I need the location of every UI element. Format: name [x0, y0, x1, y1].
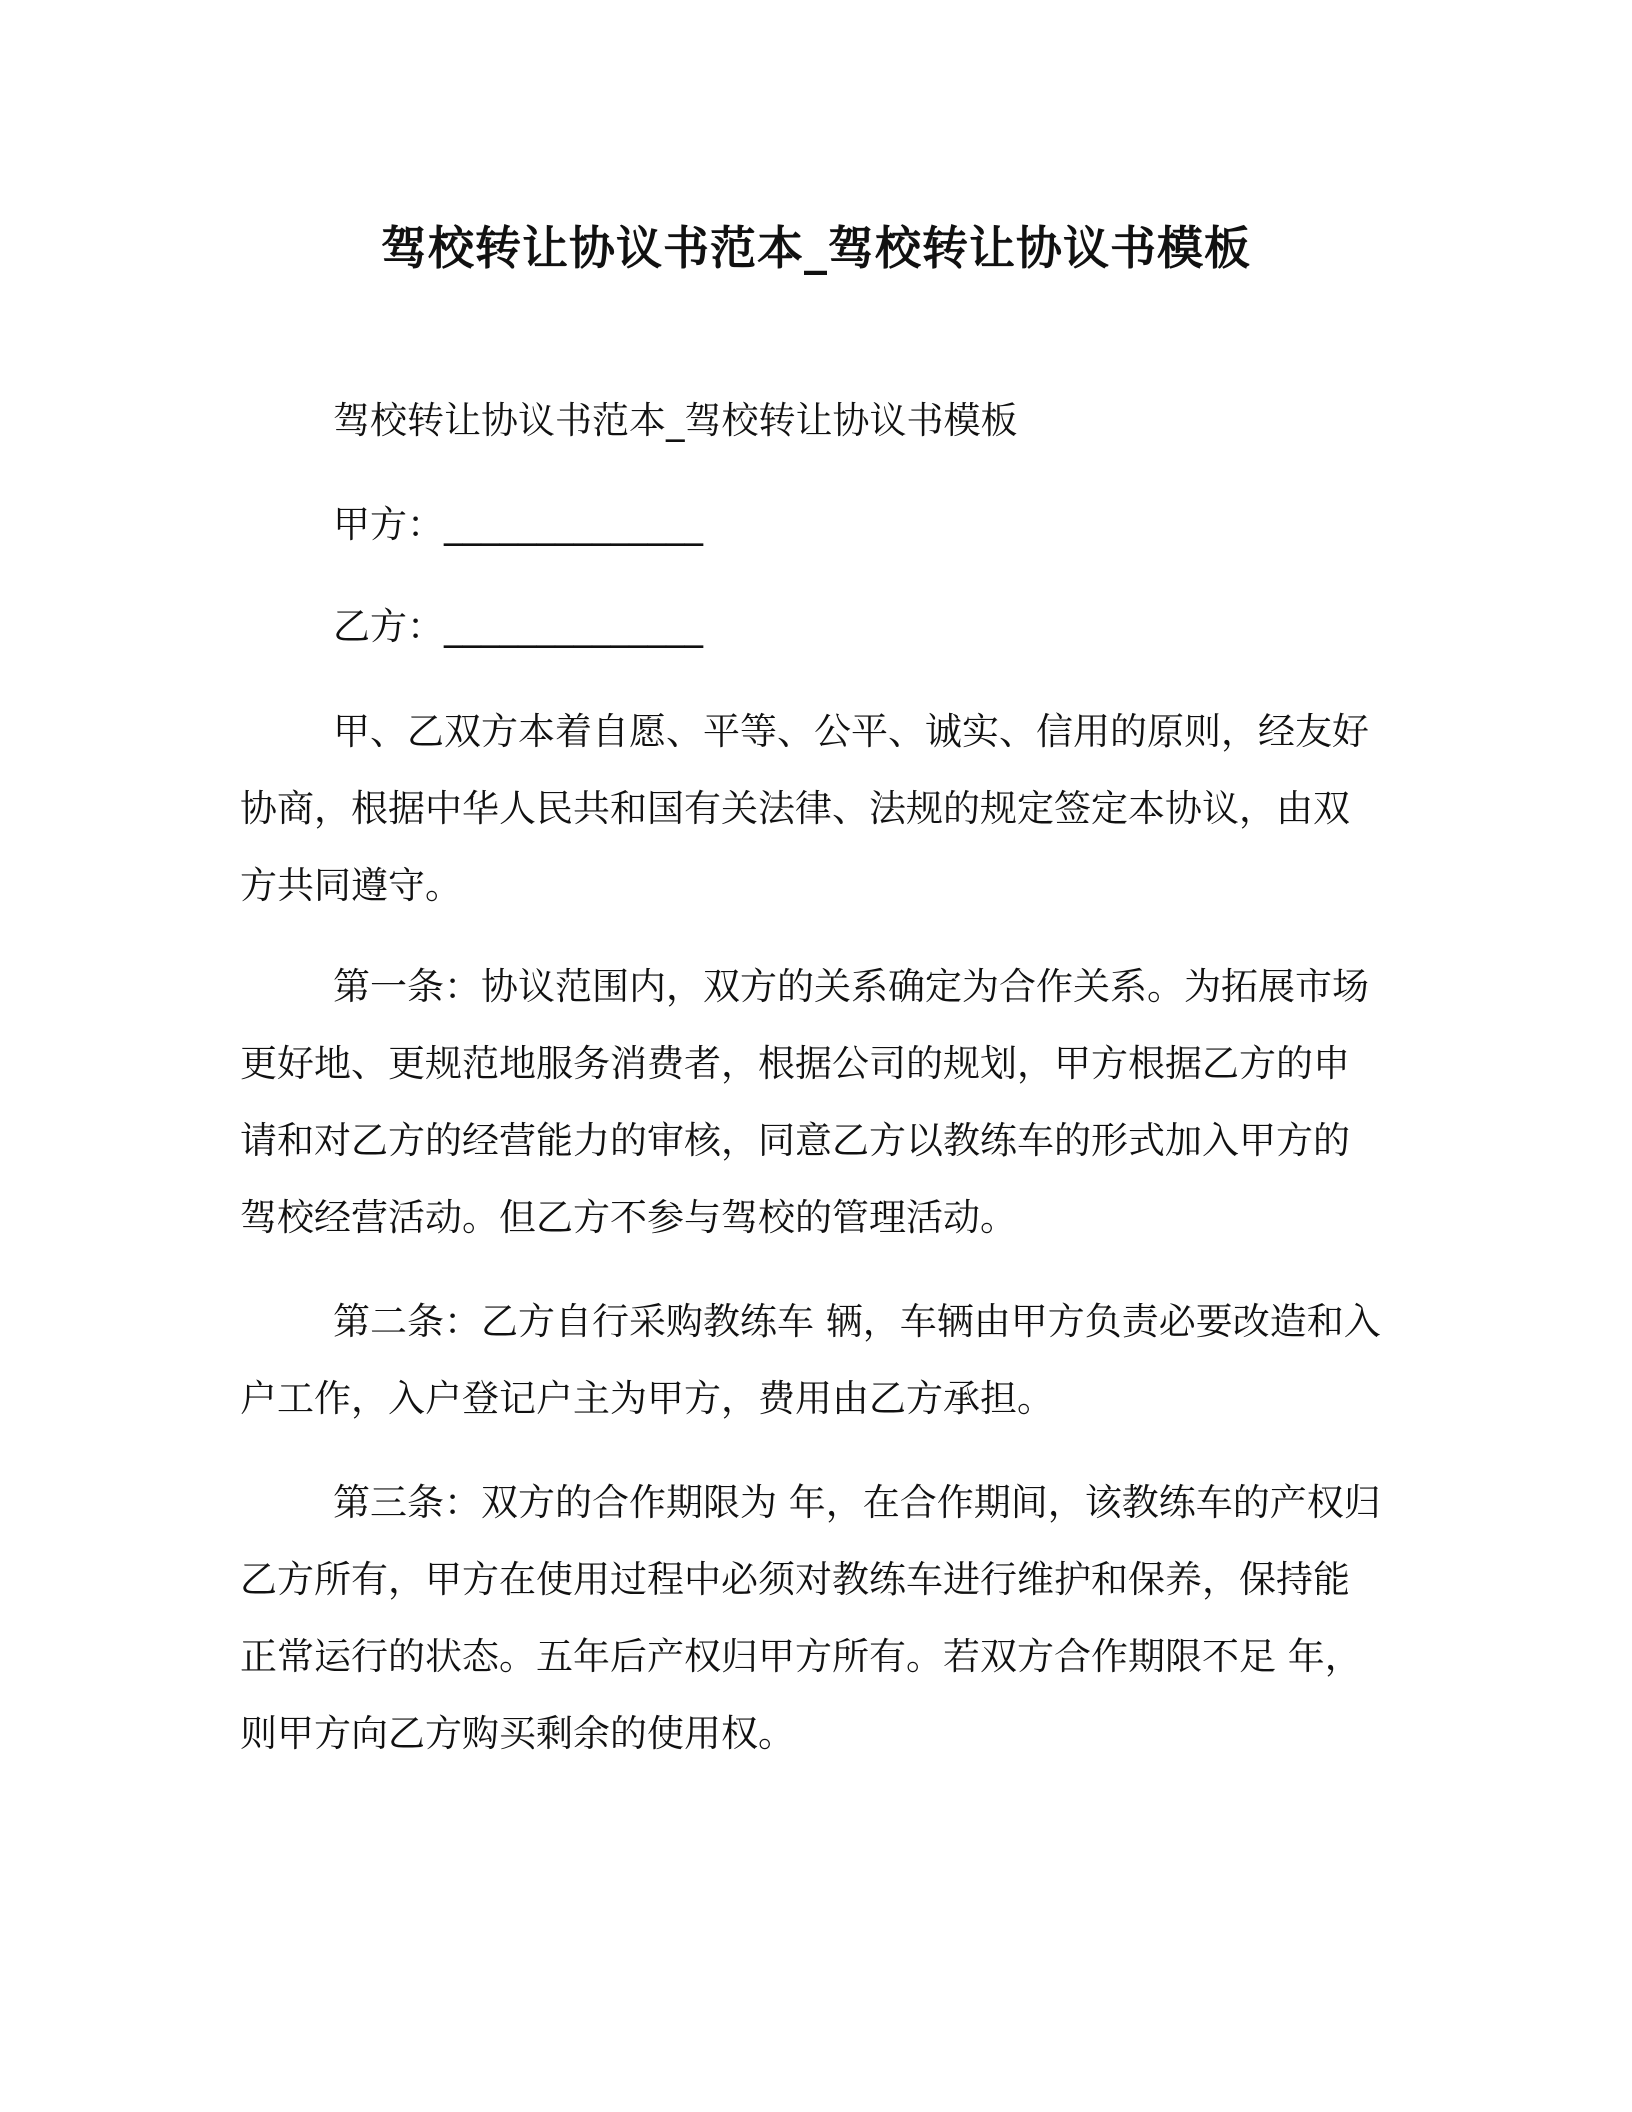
article2-line-2: 户工作，入户登记户主为甲方，费用由乙方承担。 — [240, 1377, 1054, 1420]
article2-line-1: 第二条：乙方自行采购教练车 辆，车辆由甲方负责必要改造和入 — [333, 1300, 1381, 1343]
article1-line-1: 第一条：协议范围内，双方的关系确定为合作关系。为拓展市场 — [333, 965, 1369, 1008]
article3-line-2: 乙方所有，甲方在使用过程中必须对教练车进行维护和保养，保持能 — [240, 1558, 1350, 1601]
party-b-label: 乙方： — [333, 605, 444, 648]
article3-line-4: 则甲方向乙方购买剩余的使用权。 — [240, 1712, 795, 1755]
party-b-line — [333, 602, 703, 652]
preamble-line-1: 甲、乙双方本着自愿、平等、公平、诚实、信用的原则，经友好 — [333, 710, 1369, 753]
article1-line-4: 驾校经营活动。但乙方不参与驾校的管理活动。 — [240, 1196, 1017, 1239]
article3-line-3: 正常运行的状态。五年后产权归甲方所有。若双方合作期限不足 年， — [240, 1635, 1362, 1678]
article1-line-3: 请和对乙方的经营能力的审核，同意乙方以教练车的形式加入甲方的 — [240, 1119, 1350, 1162]
preamble-line-3: 方共同遵守。 — [240, 864, 462, 907]
party-a-line — [333, 500, 703, 550]
party-a-label: 甲方： — [333, 503, 444, 546]
preamble-line-2: 协商，根据中华人民共和国有关法律、法规的规定签定本协议，由双 — [240, 787, 1350, 830]
document-subtitle: 驾校转让协议书范本_驾校转让协议书模板 — [333, 399, 1018, 442]
party-b-blank: ______________ — [444, 605, 703, 648]
article1-line-2: 更好地、更规范地服务消费者，根据公司的规划，甲方根据乙方的申 — [240, 1042, 1350, 1085]
document-title: 驾校转让协议书范本_驾校转让协议书模板 — [381, 221, 1251, 275]
article3-line-1: 第三条：双方的合作期限为 年，在合作期间，该教练车的产权归 — [333, 1481, 1381, 1524]
party-a-blank: ______________ — [444, 503, 703, 546]
